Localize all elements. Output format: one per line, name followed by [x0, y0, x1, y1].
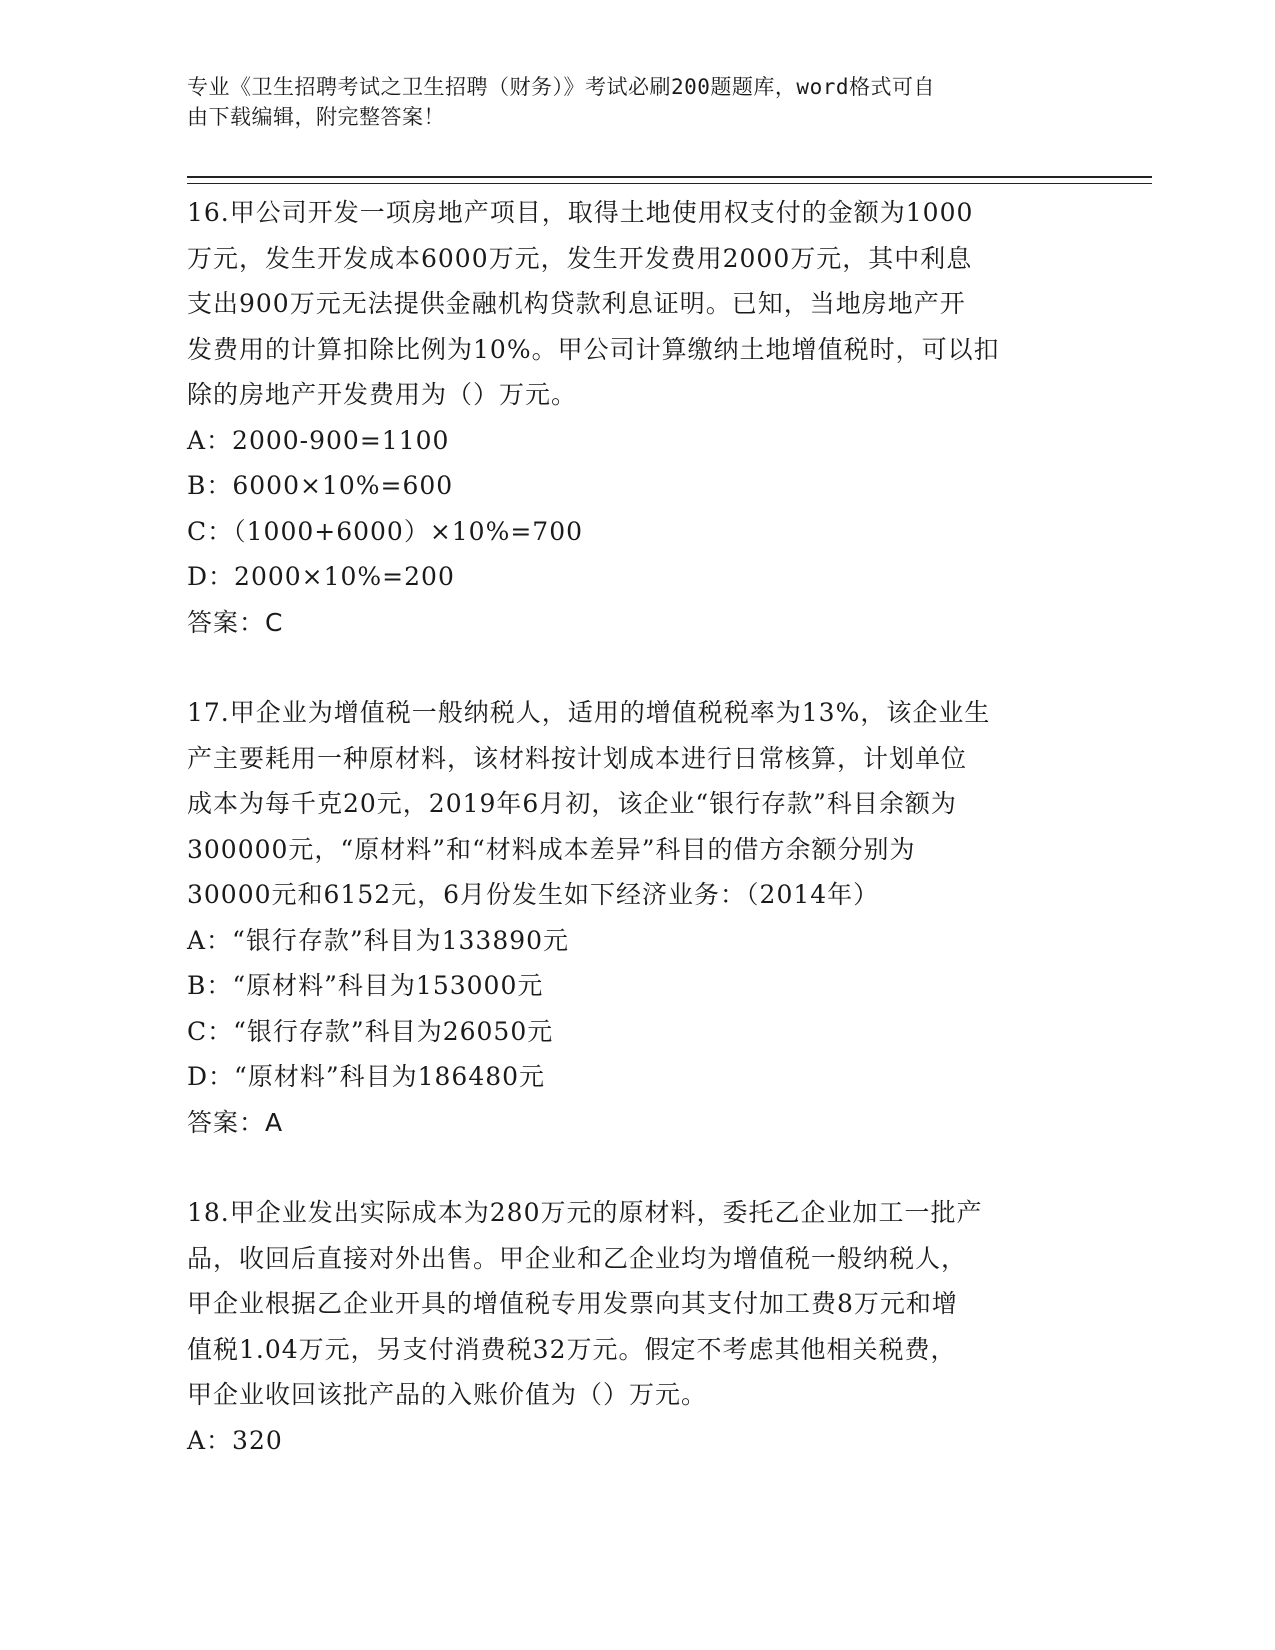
question-stem [187, 1190, 1087, 1418]
header-divider-thin [187, 183, 1152, 184]
stem-line: 300000元，“原材料”和“材料成本差异”科目的借方余额分别为 [187, 834, 916, 864]
stem-line: 支出900万元无法提供金融机构贷款利息证明。已知，当地房地产开 [187, 289, 966, 318]
question-stem [187, 190, 1087, 418]
answer-line: 答案：C [187, 607, 284, 637]
option-list [187, 918, 1087, 1100]
option-c: C：（1000+6000）×10%=700 [187, 516, 584, 546]
header-divider-thick [187, 176, 1152, 178]
question-17 [187, 690, 1087, 1145]
option-list [187, 418, 1087, 600]
stem-line: 甲企业根据乙企业开具的增值税专用发票向其支付加工费8万元和增 [187, 1289, 958, 1318]
header-line-1: 专业《卫生招聘考试之卫生招聘（财务）》考试必刷200题题库，word格式可自 [187, 75, 935, 99]
option-a: A：2000-900=1100 [187, 425, 450, 455]
answer-line: 答案：A [187, 1107, 284, 1137]
option-d: D：2000×10%=200 [187, 562, 455, 591]
stem-line: 甲企业收回该批产品的入账价值为（）万元。 [187, 1380, 708, 1409]
option-b: B：6000×10%=600 [187, 471, 454, 500]
question-stem [187, 690, 1087, 918]
stem-line: 17.甲企业为增值税一般纳税人，适用的增值税税率为13%，该企业生 [187, 698, 991, 727]
stem-line: 发费用的计算扣除比例为10%。甲公司计算缴纳土地增值税时，可以扣 [187, 334, 1000, 364]
stem-line: 16.甲公司开发一项房地产项目，取得土地使用权支付的金额为1000 [187, 198, 974, 227]
option-c: C：“银行存款”科目为26050元 [187, 1016, 554, 1046]
option-a: A：“银行存款”科目为133890元 [187, 925, 570, 955]
option-a: A：320 [187, 1425, 283, 1455]
document-header [187, 72, 1087, 132]
stem-line: 产主要耗用一种原材料，该材料按计划成本进行日常核算，计划单位 [187, 743, 968, 773]
stem-line: 值税1.04万元，另支付消费税32万元。假定不考虑其他相关税费， [187, 1334, 957, 1364]
option-list [187, 1418, 1087, 1464]
option-b: B：“原材料”科目为153000元 [187, 971, 544, 1000]
stem-line: 品，收回后直接对外出售。甲企业和乙企业均为增值税一般纳税人， [187, 1243, 968, 1273]
question-18 [187, 1190, 1087, 1463]
stem-line: 万元，发生开发成本6000万元，发生开发费用2000万元，其中利息 [187, 243, 973, 273]
option-d: D：“原材料”科目为186480元 [187, 1062, 546, 1091]
stem-line: 30000元和6152元，6月份发生如下经济业务：（2014年） [187, 880, 880, 909]
stem-line: 成本为每千克20元，2019年6月初，该企业“银行存款”科目余额为 [187, 789, 957, 818]
question-16 [187, 190, 1087, 645]
stem-line: 18.甲企业发出实际成本为280万元的原材料，委托乙企业加工一批产 [187, 1198, 983, 1227]
stem-line: 除的房地产开发费用为（）万元。 [187, 380, 578, 409]
header-line-2: 由下载编辑，附完整答案！ [187, 105, 445, 129]
